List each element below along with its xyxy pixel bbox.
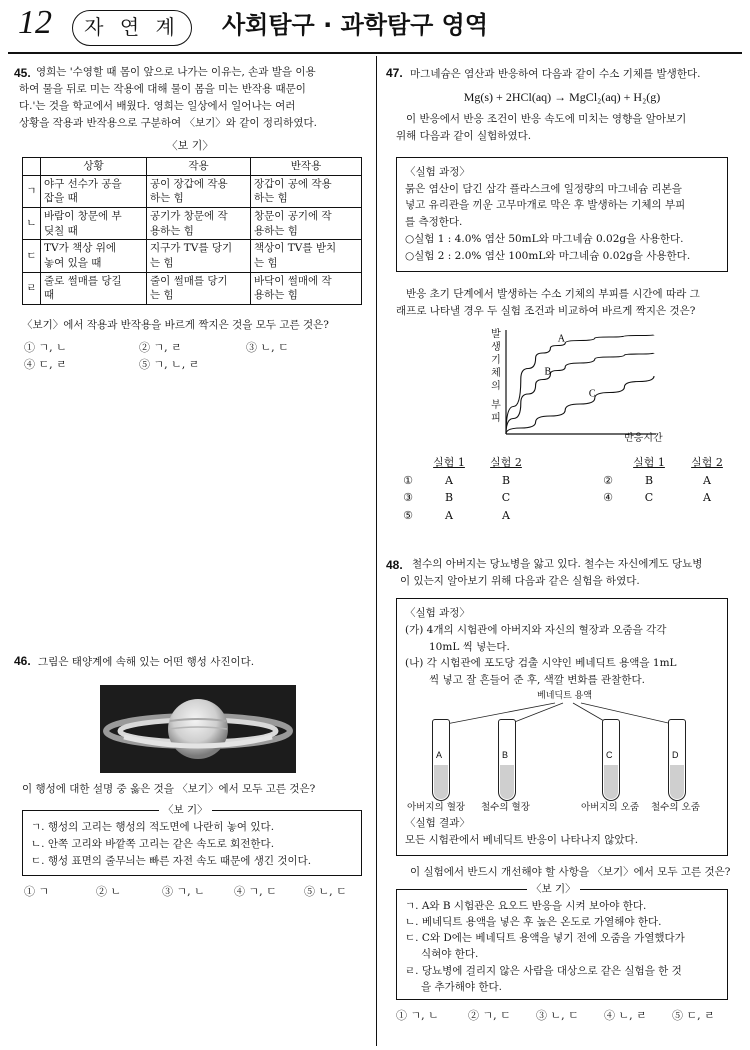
answer-exp1: B bbox=[444, 491, 454, 505]
choice-1[interactable]: ① ㄱ, ㄴ bbox=[396, 1009, 439, 1023]
choice-4[interactable]: ④ bbox=[603, 491, 613, 505]
question-47 bbox=[386, 64, 738, 525]
q46-choices bbox=[14, 884, 366, 904]
answer-header: 실험 2 bbox=[490, 455, 522, 469]
q48-box-title: 〈보 기〉 bbox=[527, 881, 580, 897]
choice-5[interactable]: ⑤ ㄴ, ㄷ bbox=[304, 884, 347, 898]
boxed-item: ㄷ. C와 D에는 베네딕트 용액을 넣기 전에 오줌을 가열했다가 bbox=[405, 932, 685, 945]
answer-row[interactable] bbox=[396, 472, 736, 490]
series-label-B: B bbox=[544, 366, 552, 378]
procedure-line: ○실험 1 : 4.0% 염산 50mL와 마그네슘 0.02g을 사용한다. bbox=[405, 233, 684, 246]
table-header: 상황 bbox=[41, 157, 147, 175]
q47-equation: Mg(s) + 2HCl(aq) → MgCl₂(aq) + H₂(g) bbox=[463, 90, 661, 105]
choice-3[interactable]: ③ ㄱ, ㄴ bbox=[162, 884, 205, 898]
procedure-line: (나) 각 시험관에 포도당 검출 시약인 베네딕트 용액을 1mL bbox=[405, 657, 677, 670]
q45-stem bbox=[14, 64, 366, 132]
tube-caption: 철수의 오줌 bbox=[651, 801, 700, 813]
q45-line: 다.'는 것을 학교에서 배웠다. 영희는 일상에서 일어나는 여러 bbox=[19, 100, 296, 112]
boxed-item: ㄷ. 행성 표면의 줄무늬는 빠른 자전 속도 때문에 생긴 것이다. bbox=[31, 855, 312, 868]
test-tubes-figure bbox=[405, 689, 719, 811]
q46-box bbox=[22, 804, 362, 875]
tube-liquid bbox=[604, 765, 618, 799]
track-badge: 자 연 계 bbox=[72, 10, 192, 46]
cell-situation: 바람이 창문에 부 딪칠 때 bbox=[41, 208, 147, 240]
ylabel-char: 의 bbox=[491, 380, 501, 392]
choice-3[interactable]: ③ bbox=[403, 491, 413, 505]
answer-exp2: A bbox=[703, 473, 711, 487]
cell-reaction: 바닥이 썰매에 작 용하는 힘 bbox=[251, 272, 362, 304]
tube-letter: C bbox=[606, 749, 613, 760]
answer-exp1: A bbox=[445, 509, 453, 523]
cell-reaction: 창문이 공기에 작 용하는 힘 bbox=[251, 208, 362, 240]
q48-stem-line: 철수의 아버지는 당뇨병을 앓고 있다. 철수는 자신에게도 당뇨병 bbox=[412, 558, 703, 570]
tube-caption: 아버지의 혈장 bbox=[407, 801, 466, 813]
answer-exp1: B bbox=[644, 473, 654, 487]
tube-liquid bbox=[434, 765, 448, 799]
choice-4[interactable]: ④ ㄴ, ㄹ bbox=[604, 1009, 647, 1023]
cell-action: 공이 장갑에 작용 하는 힘 bbox=[147, 175, 251, 207]
answer-exp1: C bbox=[644, 491, 654, 505]
procedure-line: 씩 넣고 잘 흔들어 준 후, 색깔 변화를 관찰한다. bbox=[429, 674, 645, 687]
question-45 bbox=[14, 64, 366, 380]
series-label-A: A bbox=[557, 333, 566, 345]
procedure-line: (가) 4개의 시험관에 아버지와 자신의 혈장과 오줌을 각각 bbox=[405, 623, 667, 636]
test-tube-d bbox=[668, 719, 686, 801]
cell-action: 공기가 창문에 작 용하는 힘 bbox=[147, 208, 251, 240]
table-row bbox=[23, 175, 362, 207]
row-key: ㄱ bbox=[23, 175, 41, 207]
tube-letter: D bbox=[672, 749, 679, 760]
boxed-item: 을 추가해야 한다. bbox=[421, 980, 503, 993]
q45-question: 〈보기〉에서 작용과 반작용을 바르게 짝지은 것을 모두 고른 것은? bbox=[22, 319, 329, 332]
ylabel-char: 부 bbox=[491, 399, 501, 411]
answer-exp2: C bbox=[501, 491, 511, 505]
proc-title: 〈실험 과정〉 bbox=[405, 607, 470, 619]
q48-stem-line: 이 있는지 알아보기 위해 다음과 같은 실험을 하였다. bbox=[400, 575, 640, 587]
q46-number: 46. bbox=[14, 654, 31, 668]
row-key: ㄴ bbox=[23, 208, 41, 240]
series-line-A bbox=[506, 335, 654, 434]
boxed-item: ㄱ. A와 B 시험관은 요오드 반응을 시켜 보아야 한다. bbox=[405, 899, 647, 912]
graph-xlabel: 반응시간 bbox=[624, 432, 663, 444]
q47-intro-line: 이 반응에서 반응 조건이 반응 속도에 미치는 영향을 알아보기 bbox=[406, 112, 687, 125]
q46-stem-text: 그림은 태양계에 속해 있는 어떤 행성 사진이다. bbox=[38, 656, 255, 668]
q45-box-title: 〈보 기〉 bbox=[166, 139, 214, 152]
q45-line: 상황을 작용과 반작용으로 구분하여 〈보기〉와 같이 정리하였다. bbox=[19, 117, 317, 129]
q47-box-title: 〈실험 과정〉 bbox=[405, 165, 470, 178]
cell-situation: TV가 책상 위에 놓여 있을 때 bbox=[41, 240, 147, 272]
choice-5[interactable]: ⑤ ㄱ, ㄴ, ㄹ bbox=[139, 358, 200, 372]
table-header-row bbox=[23, 157, 362, 175]
answer-exp2: B bbox=[501, 473, 511, 487]
planet-icon bbox=[100, 685, 296, 773]
q47-stem-text: 마그네슘은 염산과 반응하여 다음과 같이 수소 기체를 발생한다. bbox=[410, 68, 701, 80]
answer-header-row bbox=[396, 454, 736, 472]
reaction-graph bbox=[504, 328, 664, 446]
boxed-item: ㄹ. 당뇨병에 걸리지 않은 사람을 대상으로 같은 실험을 한 것 bbox=[405, 964, 682, 977]
q48-stem bbox=[386, 556, 738, 590]
ylabel-char: 발 bbox=[491, 328, 501, 340]
choice-4[interactable]: ④ ㄱ, ㄷ bbox=[234, 884, 277, 898]
q46-box-title: 〈보 기〉 bbox=[159, 802, 212, 819]
table-row bbox=[23, 272, 362, 304]
procedure-line: 를 측정한다. bbox=[405, 216, 463, 229]
reagent-label: 베네딕트 용액 bbox=[537, 690, 593, 701]
header-divider bbox=[8, 52, 742, 54]
page-number: 12 bbox=[18, 4, 52, 41]
question-48 bbox=[386, 556, 738, 1028]
q48-experiment-box bbox=[396, 598, 728, 856]
cell-action: 줄이 썰매를 당기 는 힘 bbox=[147, 272, 251, 304]
ylabel-char: 생 bbox=[491, 341, 501, 353]
procedure-line: ○실험 2 : 2.0% 염산 100mL와 마그네슘 0.02g을 사용한다. bbox=[405, 249, 691, 262]
boxed-item: ㄴ. 안쪽 고리와 바깥쪽 고리는 같은 속도로 회전한다. bbox=[31, 838, 275, 851]
q47-number: 47. bbox=[386, 66, 403, 80]
boxed-item: ㄴ. 베네딕트 용액을 넣은 후 높은 온도로 가열해야 한다. bbox=[405, 915, 662, 928]
column-divider bbox=[376, 56, 377, 1046]
tube-liquid bbox=[670, 765, 684, 799]
boxed-item: ㄱ. 행성의 고리는 행성의 적도면에 나란히 놓여 있다. bbox=[31, 821, 275, 834]
q45-line: 영희는 '수영할 때 몸이 앞으로 나가는 이유는, 손과 발을 이용 bbox=[36, 66, 316, 78]
tube-letter: A bbox=[436, 749, 443, 760]
choice-4[interactable]: ④ ㄷ, ㄹ bbox=[24, 358, 67, 372]
test-tube-b bbox=[498, 719, 516, 801]
tube-letter: B bbox=[502, 749, 509, 760]
cell-reaction: 책상이 TV를 받치 는 힘 bbox=[251, 240, 362, 272]
choice-1[interactable]: ① ㄱ bbox=[24, 884, 50, 898]
graph-ylabel bbox=[490, 328, 502, 425]
choice-3[interactable]: ③ ㄴ, ㄷ bbox=[536, 1009, 579, 1023]
choice-2[interactable]: ② ㄱ, ㄹ bbox=[139, 341, 182, 355]
series-label-C: C bbox=[588, 388, 596, 400]
q47-question-line: 래프로 나타낼 경우 두 실험 조건과 비교하여 바르게 짝지은 것은? bbox=[396, 304, 696, 317]
q45-line: 하여 물을 뒤로 미는 작용에 대해 물이 몸을 미는 반작용 때문이 bbox=[19, 83, 306, 95]
answer-exp2: A bbox=[703, 491, 711, 505]
cell-reaction: 장갑이 공에 작용 하는 힘 bbox=[251, 175, 362, 207]
row-key: ㄷ bbox=[23, 240, 41, 272]
q46-question: 이 행성에 대한 설명 중 옳은 것을 〈보기〉에서 모두 고른 것은? bbox=[22, 783, 316, 796]
q48-number: 48. bbox=[386, 558, 403, 572]
table-header-blank bbox=[23, 157, 41, 175]
test-tube-c bbox=[602, 719, 620, 801]
q47-question bbox=[386, 286, 738, 320]
answer-exp2: A bbox=[502, 509, 510, 523]
cell-situation: 줄로 썰매를 당길 때 bbox=[41, 272, 147, 304]
choice-2[interactable]: ② ㄴ bbox=[96, 884, 122, 898]
table-row bbox=[23, 240, 362, 272]
choice-1[interactable]: ① ㄱ, ㄴ bbox=[24, 341, 67, 355]
boxed-item: 식혀야 한다. bbox=[421, 948, 479, 961]
q47-procedure-box bbox=[396, 157, 728, 272]
ylabel-char: 피 bbox=[491, 412, 501, 424]
choice-5[interactable]: ⑤ ㄷ, ㄹ bbox=[672, 1009, 715, 1023]
cell-action: 지구가 TV를 당기 는 힘 bbox=[147, 240, 251, 272]
cell-situation: 야구 선수가 공을 잡을 때 bbox=[41, 175, 147, 207]
q45-choices bbox=[14, 340, 366, 380]
procedure-line: 넣고 유리관을 끼운 고무마개로 막은 후 발생하는 기체의 부피 bbox=[405, 199, 686, 212]
choice-2[interactable]: ② ㄱ, ㄷ bbox=[468, 1009, 511, 1023]
tube-caption: 철수의 혈장 bbox=[481, 801, 530, 813]
q48-box bbox=[396, 882, 728, 1001]
question-46 bbox=[14, 652, 366, 904]
tube-caption: 아버지의 오줌 bbox=[581, 801, 640, 813]
q45-number: 45. bbox=[14, 66, 31, 80]
ylabel-char: 체 bbox=[491, 367, 501, 379]
result-text: 모든 시험관에서 베네딕트 반응이 나타나지 않았다. bbox=[405, 833, 639, 846]
answer-header: 실험 1 bbox=[633, 455, 665, 469]
choice-1[interactable]: ① bbox=[403, 473, 413, 487]
table-header: 작용 bbox=[147, 157, 251, 175]
answer-header: 실험 2 bbox=[691, 455, 723, 469]
row-key: ㄹ bbox=[23, 272, 41, 304]
q47-graph bbox=[386, 328, 738, 446]
ylabel-char: 기 bbox=[491, 354, 501, 366]
answer-exp1: A bbox=[445, 473, 453, 487]
q47-intro bbox=[386, 111, 738, 145]
tube-liquid bbox=[500, 765, 514, 799]
choice-2[interactable]: ② bbox=[603, 473, 613, 487]
q47-question-line: 반응 초기 단계에서 발생하는 수소 기체의 부피를 시간에 따라 그 bbox=[406, 287, 700, 300]
choice-3[interactable]: ③ ㄴ, ㄷ bbox=[246, 341, 289, 355]
answer-header: 실험 1 bbox=[433, 455, 465, 469]
answer-row[interactable] bbox=[396, 507, 736, 525]
q47-intro-line: 위해 다음과 같이 실험하였다. bbox=[396, 129, 532, 142]
answer-row[interactable] bbox=[396, 489, 736, 507]
q47-stem bbox=[386, 64, 738, 83]
choice-5[interactable]: ⑤ bbox=[403, 509, 413, 523]
q46-stem bbox=[14, 652, 366, 671]
table-header: 반작용 bbox=[251, 157, 362, 175]
q48-question: 이 실험에서 반드시 개선해야 할 사항을 〈보기〉에서 모두 고른 것은? bbox=[410, 865, 731, 878]
procedure-line: 10mL 씩 넣는다. bbox=[429, 640, 510, 653]
q47-answer-table bbox=[396, 454, 736, 526]
series-line-B bbox=[506, 353, 654, 434]
test-tube-a bbox=[432, 719, 450, 801]
table-row bbox=[23, 208, 362, 240]
q48-choices bbox=[386, 1008, 738, 1028]
q45-table bbox=[22, 157, 362, 305]
saturn-photo bbox=[100, 685, 296, 773]
result-title: 〈실험 결과〉 bbox=[405, 816, 470, 829]
page-title: 사회탐구 · 과학탐구 영역 bbox=[222, 11, 489, 39]
procedure-line: 묽은 염산이 담긴 삼각 플라스크에 일정량의 마그네슘 리본을 bbox=[405, 182, 682, 195]
series-line-C bbox=[506, 376, 654, 434]
